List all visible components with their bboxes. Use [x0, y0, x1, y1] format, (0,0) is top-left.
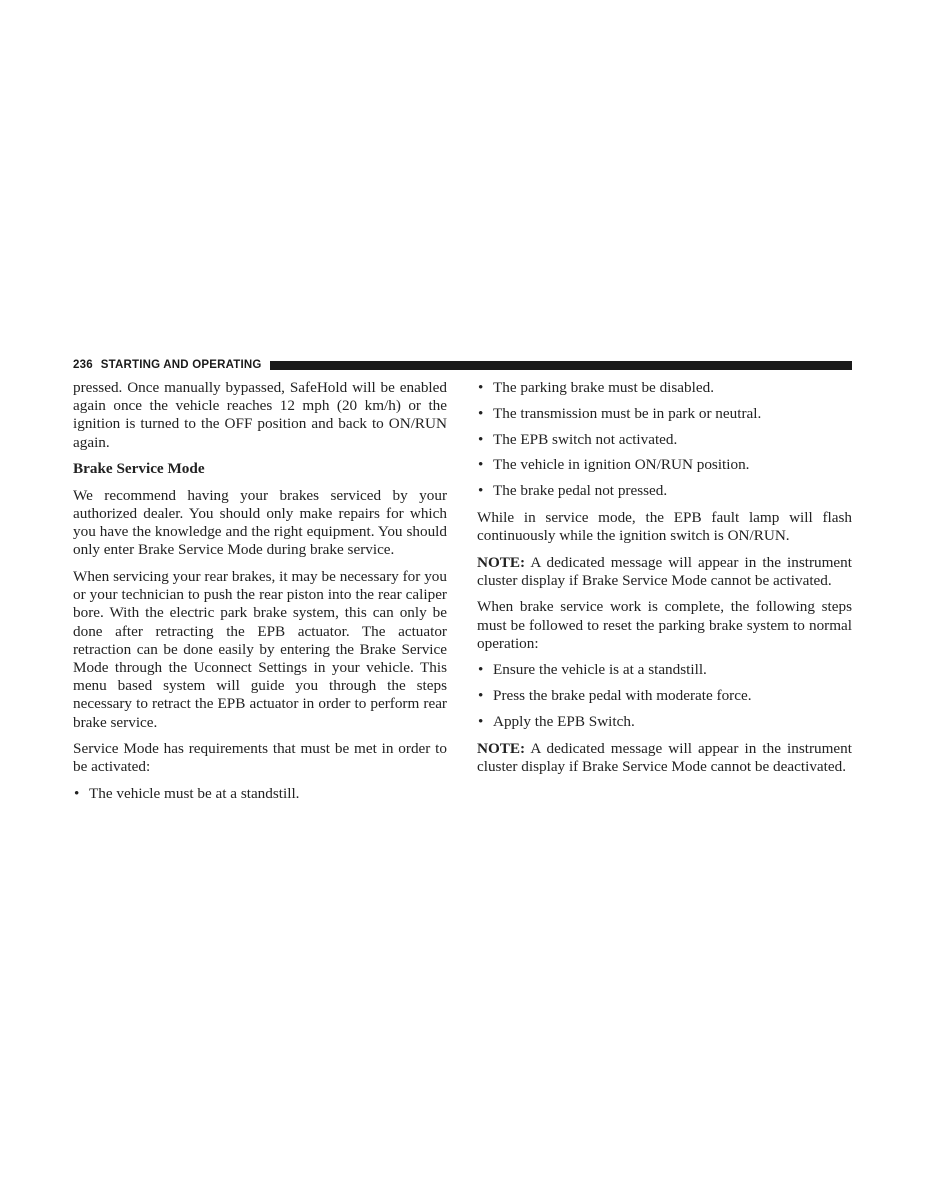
bullet-icon: • [74, 785, 80, 803]
brake-service-mode-heading: Brake Service Mode [73, 460, 205, 478]
list-item-text: Apply the EPB Switch. [493, 712, 635, 730]
bullet-icon: • [478, 712, 484, 730]
requirements-intro-paragraph: Service Mode has requirements that must be met in order to be activated: [73, 740, 447, 776]
bullet-icon: • [478, 430, 484, 448]
reset-intro-paragraph: When brake service work is complete, the following steps must be followed to reset the parking brake system to normal operation: [477, 598, 852, 652]
note-activation [477, 554, 852, 590]
page-number: 236 [73, 359, 93, 371]
servicing-paragraph: When servicing your rear brakes, it may be necessary for you or your technician to push the rear piston into the rear caliper bore. With the electric park brake system, this can only be done after retracting the EPB actuator. The actuator retraction can be done easily by entering the Brake Service Mode through the Uconnect Settings in your vehicle. This menu based system will guide you through the steps necessary to retract the EPB actuator in order to perform rear brake service. [73, 568, 447, 731]
list-item-text: Press the brake pedal with moderate force. [493, 687, 752, 705]
list-item [477, 431, 852, 449]
list-item-text: The parking brake must be disabled. [493, 379, 714, 396]
list-item [477, 379, 852, 397]
recommend-paragraph: We recommend having your brakes serviced by your authorized dealer. You should only make repairs for which you have the knowledge and the right equipment. You should only enter Brake Service Mode during brake service. [73, 486, 447, 559]
list-item [477, 405, 852, 423]
bullet-icon: • [478, 456, 484, 474]
note-label: NOTE: [477, 739, 526, 757]
list-item [477, 713, 852, 731]
list-item [477, 456, 852, 474]
list-item [477, 482, 852, 500]
list-item-text: The brake pedal not pressed. [493, 482, 668, 500]
bullet-icon: • [478, 687, 484, 705]
requirements-list [73, 785, 447, 803]
list-item [73, 785, 447, 803]
right-column [477, 379, 852, 784]
list-item-text: The transmission must be in park or neutral. [493, 404, 762, 422]
list-item [477, 687, 852, 705]
fault-lamp-paragraph: While in service mode, the EPB fault lamp will flash continuously while the ignition switch is ON/RUN. [477, 508, 852, 544]
continued-paragraph: pressed. Once manually bypassed, SafeHold will be enabled again once the vehicle reaches 12 mph (20 km/h) or the ignition is turned to the OFF position and back to ON/RUN again. [73, 379, 447, 451]
list-item [477, 661, 852, 679]
note-text: A dedicated message will appear in the instrument cluster display if Brake Service Mode cannot be deactivated. [477, 739, 852, 775]
bullet-icon: • [478, 404, 484, 422]
left-column [73, 379, 447, 812]
reset-steps-list [477, 661, 852, 731]
list-item-text: The vehicle in ignition ON/RUN position. [493, 456, 750, 474]
header-rule [270, 361, 852, 370]
note-deactivation [477, 740, 852, 776]
note-label: NOTE: [477, 553, 526, 571]
list-item-text: The EPB switch not activated. [493, 430, 678, 448]
requirements-list-continued [477, 379, 852, 500]
list-item-text: The vehicle must be at a standstill. [89, 785, 300, 803]
page-header [73, 358, 852, 372]
bullet-icon: • [478, 661, 484, 679]
bullet-icon: • [478, 482, 484, 500]
bullet-icon: • [478, 379, 484, 396]
list-item-text: Ensure the vehicle is at a standstill. [493, 661, 707, 679]
note-text: A dedicated message will appear in the instrument cluster display if Brake Service Mode cannot be activated. [477, 553, 852, 589]
section-title: STARTING AND OPERATING [100, 359, 262, 371]
